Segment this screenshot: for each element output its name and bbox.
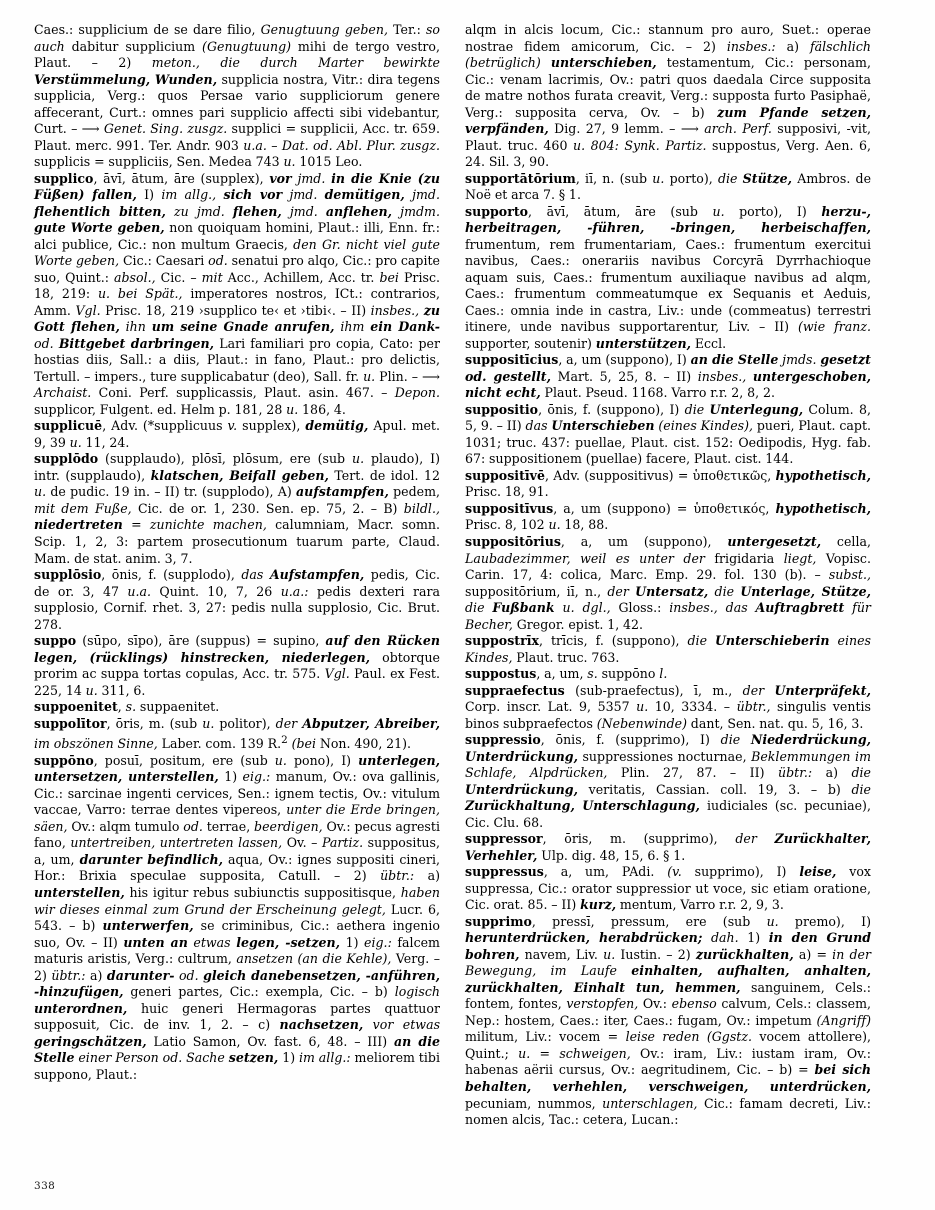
dictionary-entry: supplico, āvī, ātum, āre (supplex), vor jmd. in die Knie (zu Füßen) fallen, I) im allg., sich vor jmd. demütigen, jmd. flehentlich bitten, zu jmd. flehen, jmd. anflehen, jmdm. gute Worte geben, non quoiquam homini, Plaut.: illi, Enn. fr.: alci publice, Cic.: non multum Graecis, den Gr. nicht viel gute Worte geben, Cic.: Caesari od. senatui pro alqo, Cic.: pro capite suo, Quint.: absol., Cic. – mit Acc., Achillem, Acc. tr. bei Prisc. 18, 219: u. bei Spät., imperatores nostros, ICt.: contrarios, Amm. Vgl. Prisc. 18, 219 ›supplico te‹ et ›tibi‹. – II) insbes., zu Gott flehen, ihn um seine Gnade anrufen, ihm ein Dank- od. Bittgebet darbringen, Lari familiari pro copia, Cato: per hostias diis, Sall.: a diis, Plaut.: in fano, Plaut.: pro delictis, Tertull. – impers., ture supplicabatur (deo), Sall. fr. u. Plin. – ⟶ Archaist. Coni. Perf. supplicassis, Plaut. asin. 467. – Depon. supplicor, Fulgent. ed. Helm p. 181, 28 u. 186, 4.: [34, 170, 441, 417]
dictionary-entry: supporto, āvī, ātum, āre (sub u. porto), I) herzu-, herbeitragen, -führen, -bringen, herbeischaffen, frumentum, rem frumentariam, Caes.: frumentum exercitui navibus, Caes.: onerariis navibus Corcyrā Dyrrhachioque aquam suis, Caes.: frumentum auxiliaque navibus ad alqm, Caes.: frumentum commeatumque ex Sequanis et Aeduis, Caes.: omnia inde in castra, Liv.: unde (commeatus) terrestri itinere, unde navibus supportarentur, Liv. – II) (wie franz. supporter, soutenir) unterstützen, Eccl.: [465, 203, 871, 351]
dictionary-entry: suppolītor, ōris, m. (sub u. politor), der Abputzer, Abreiber, im obszönen Sinne, Laber. com. 139 R.$^2$ (bei Non. 490, 21).: [34, 715, 441, 752]
left-text-column: [34, 22, 440, 1177]
dictionary-entry: suppositōrius, a, um (suppono), untergesetzt, cella, Laubadezimmer, weil es unter der frigidaria liegt, Vopisc. Carin. 17, 4: colica, Marc. Emp. 29. fol. 130 (b). – subst., suppositōrium, iī, n., der Untersatz, die Unterlage, Stütze, die Fußbank u. dgl., Gloss.: insbes., das Auftragbrett für Becher, Gregor. epist. 1, 42.: [465, 533, 871, 632]
entry-continuation: Caes.: supplicium de se dare filio, Genugtuung geben, Ter.: so auch dabitur supplicium (Genugtuung) mihi de tergo vestro, Plaut. – 2) meton., die durch Marter bewirkte Verstümmelung, Wunden, supplicia nostra, Vitr.: dira tegens supplicia, Verg.: quos Persae vario suppliciorum genere affecerant, Curt.: omnes pari supplicio affecti sibi videbantur, Curt. – ⟶ Genet. Sing. zusgz. supplici = supplicii, Acc. tr. 659. Plaut. merc. 991. Ter. Andr. 903 u.a. – Dat. od. Abl. Plur. zusgz. supplicis = suppliciis, Sen. Medea 743 u. 1015 Leo.: [34, 22, 441, 170]
dictionary-entry: suppōno, posuī, positum, ere (sub u. pono), I) unterlegen, untersetzen, unterstellen, 1) eig.: manum, Ov.: ova gallinis, Cic.: sarcinae ingenti cervices, Sen.: ignem tectis, Ov.: vitulum vaccae, Varro: terrae dentes vipereos, unter die Erde bringen, säen, Ov.: alqm tumulo od. terrae, beerdigen, Ov.: pecus agresti fano, untertreiben, untertreten lassen, Ov. – Partiz. suppositus, a, um, darunter befindlich, aqua, Ov.: ignes suppositi cineri, Hor.: Brixia speculae supposita, Catull. – 2) übtr.: a) unterstellen, his igitur rebus subiunctis suppositisque, haben wir dieses einmal zum Grund der Erscheinung gelegt, Lucr. 6, 543. – b) unterwerfen, se criminibus, Cic.: aethera ingenio suo, Ov. – II) unten an etwas legen, -setzen, 1) eig.: falcem maturis aristis, Verg.: cultrum, ansetzen (an die Kehle), Verg. – 2) übtr.: a) darunter- od. gleich danebensetzen, -anführen, -hinzufügen, generi partes, Cic.: exempla, Cic. – b) logisch unterordnen, huic generi Hermagoras partes quattuor supposuit, Cic. de inv. 1, 2. – c) nachsetzen, vor etwas geringschätzen, Latio Samon, Ov. fast. 6, 48. – III) an die Stelle einer Person od. Sache setzen, 1) im allg.: meliorem tibi suppono, Plaut.:: [34, 752, 441, 1082]
dictionary-entry: suppraefectus (sub-praefectus), ī, m., der Unterpräfekt, Corp. inscr. Lat. 9, 5357 u. 10, 3334. – übtr., singulis ventis binos subpraefectos (Nebenwinde) dant, Sen. nat. qu. 5, 16, 3.: [465, 682, 872, 731]
dictionary-entry: supportātōrium, iī, n. (sub u. porto), die Stütze, Ambros. de Noë et arca 7. § 1.: [465, 170, 872, 203]
entry-continuation: alqm in alcis locum, Cic.: stannum pro auro, Suet.: operae nostrae fidem amicorum, Cic. – 2) insbes.: a) fälschlich (betrüglich) unterschieben, testamentum, Cic.: personam, Cic.: venam lacrimis, Ov.: patri quos daedala Circe supposita de matre nothos furata creavit, Verg.: supposta furto Pasiphaë, Verg.: supposita cerva, Ov. – b) zum Pfande setzen, verpfänden, Dig. 27, 9 lemm. – ⟶ arch. Perf. supposivi, -vit, Plaut. truc. 460 u. 804: Synk. Partiz. suppostus, Verg. Aen. 6, 24. Sil. 3, 90.: [465, 22, 872, 170]
dictionary-entry: suppositīcius, a, um (suppono), I) an die Stelle jmds. gesetzt od. gestellt, Mart. 5, 25, 8. – II) insbes., untergeschoben, nicht echt, Plaut. Pseud. 1168. Varro r.r. 2, 8, 2.: [465, 352, 872, 401]
dictionary-entry: suppressor, ōris, m. (supprimo), der Zurückhalter, Verhehler, Ulp. dig. 48, 15, 6. § 1.: [465, 831, 871, 863]
dictionary-entry: suppoenitet, s. suppaenitet.: [34, 699, 220, 715]
right-text-column: [465, 22, 871, 1177]
dictionary-entry: suppressio, ōnis, f. (supprimo), I) die Niederdrückung, Unterdrückung, suppressiones nocturnae, Beklemmungen im Schlafe, Alpdrücken, Plin. 27, 87. – II) übtr.: a) die Unterdrückung, veritatis, Cassian. coll. 19, 3. – b) die Zurückhaltung, Unterschlagung, iudiciales (sc. pecuniae), Cic. Clu. 68.: [465, 732, 871, 830]
dictionary-entry: suppositīvē, Adv. (suppositivus) = ὑποθετικῶς, hypothetisch, Prisc. 18, 91.: [465, 467, 871, 500]
dictionary-entry: supplicuē, Adv. (*supplicuus v. supplex), demütig, Apul. met. 9, 39 u. 11, 24.: [34, 418, 441, 450]
dictionary-entry: suppostrīx, trīcis, f. (suppono), die Unterschieberin eines Kindes, Plaut. truc. 763.: [465, 633, 871, 665]
two-column-text-body: [34, 22, 902, 1177]
dictionary-entry: suppositīvus, a, um (suppono) = ὑποθετικός, hypothetisch, Prisc. 8, 102 u. 18, 88.: [465, 500, 871, 533]
dictionary-entry: suppressus, a, um, PAdi. (v. supprimo), I) leise, vox suppressa, Cic.: orator suppressior ut voce, sic etiam oratione, Cic. orat. 85. – II) kurz, mentum, Varro r.r. 2, 9, 3.: [465, 864, 872, 913]
dictionary-entry: suppostus, a, um, s. suppōno l.: [465, 666, 668, 682]
dictionary-entry: supplōdo (supplaudo), plōsī, plōsum, ere (sub u. plaudo), I) intr. (supplaudo), klatschen, Beifall geben, Tert. de idol. 12 u. de pudic. 19 in. – II) tr. (supplodo), A) aufstampfen, pedem, mit dem Fuße, Cic. de or. 1, 230. Sen. ep. 75, 2. – B) bildl., niedertreten = zunichte machen, calumniam, Macr. somn. Scip. 1, 2, 3: partem prosecutionum tuarum parte, Claud. Mam. de stat. anim. 3, 7.: [34, 451, 441, 566]
dictionary-entry: suppo (sūpo, sīpo), āre (suppus) = supino, auf den Rücken legen, (rücklings) hinstrecken, niederlegen, obtorque prorim ac suppa tortas copulas, Acc. tr. 575. Vgl. Paul. ex Fest. 225, 14 u. 311, 6.: [34, 633, 440, 698]
dictionary-entry: supprimo, pressī, pressum, ere (sub u. premo), I) herunterdrücken, herabdrücken; dah. 1) in den Grund bohren, navem, Liv. u. Iustin. – 2) zurückhalten, a) = in der Bewegung, im Laufe einhalten, aufhalten, anhalten, zurückhalten, Einhalt tun, hemmen, sanguinem, Cels.: fontem, fontes, verstopfen, Ov.: ebenso calvum, Cels.: classem, Nep.: hostem, Caes.: iter, Caes.: fugam, Ov.: impetum (Angriff) militum, Liv.: vocem = leise reden (Ggstz. vocem attollere), Quint.; u. = schweigen, Ov.: iram, Liv.: iustam iram, Ov.: habenas aërii cursus, Ov.: aegritudinem, Cic. – b) = bei sich behalten, verhehlen, verschweigen, unterdrücken, pecuniam, nummos, unterschlagen, Cic.: famam decreti, Liv.: nomen alcis, Tac.: cetera, Lucan.:: [465, 913, 872, 1128]
dictionary-entry: suppositio, ōnis, f. (suppono), I) die Unterlegung, Colum. 8, 5, 9. – II) das Unterschieben (eines Kindes), pueri, Plaut. capt. 1031; truc. 437: puellae, Plaut. cist. 152: Oedipodis, Hyg. fab. 67: suppositionem (puellae) facere, Plaut. cist. 144.: [465, 401, 872, 467]
dictionary-entry: supplōsio, ōnis, f. (supplodo), das Aufstampfen, pedis, Cic. de or. 3, 47 u.a. Quint. 10, 7, 26 u.a.: pedis dexteri rara supplosio, Cornif. rhet. 3, 27: pedis nulla supplosio, Cic. Brut. 278.: [34, 567, 441, 632]
page-folio-number: 338: [34, 1180, 56, 1192]
